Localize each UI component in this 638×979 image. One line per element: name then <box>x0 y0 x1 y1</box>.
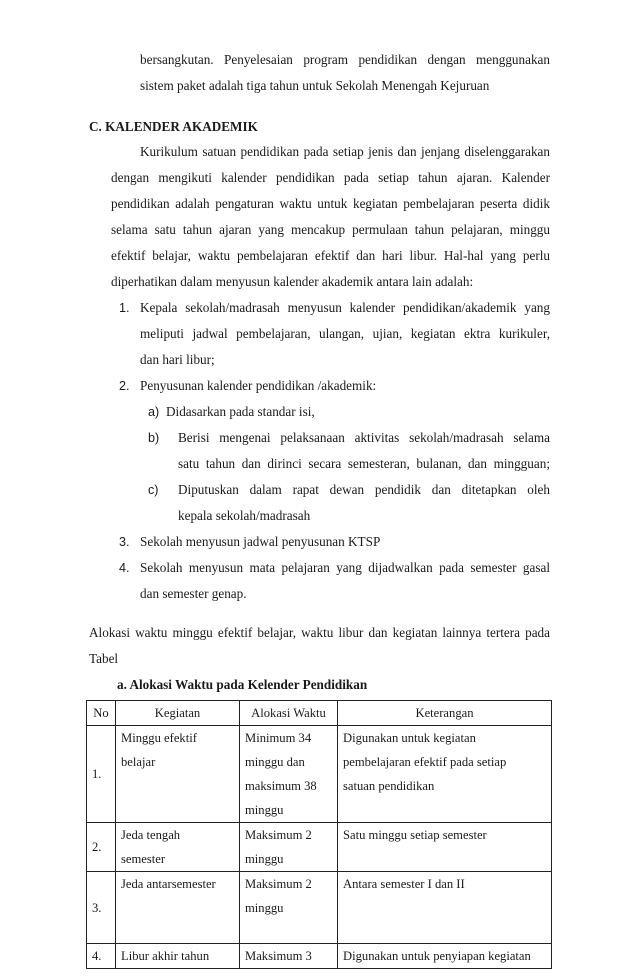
sublist-letter: c) <box>148 483 159 497</box>
table-row <box>87 823 552 872</box>
cell-line: minggu <box>245 803 284 817</box>
cell-no: 2. <box>87 823 116 872</box>
cell-line: Antara semester I dan II <box>343 877 465 891</box>
section-c-para-line: dengan mengikuti kalender pendidikan pada setiap tahun ajaran. Kalender <box>111 170 550 185</box>
table-row <box>87 726 552 823</box>
sublist-a-text: Didasarkan pada standar isi, <box>166 404 315 419</box>
cell-keterangan <box>338 726 552 823</box>
header-kegiatan: Kegiatan <box>116 701 240 726</box>
table-row <box>87 944 552 969</box>
cell-line: belajar <box>121 755 156 769</box>
cell-no: 4. <box>87 944 116 969</box>
sublist-letter: a) <box>148 405 160 419</box>
list-number: 2. <box>119 379 130 393</box>
cell-line: Digunakan untuk penyiapan kegiatan <box>343 949 531 963</box>
section-c-heading: C. KALENDER AKADEMIK <box>89 119 258 134</box>
cell-alokasi <box>240 726 338 823</box>
table-row <box>87 872 552 944</box>
cell-line: Maksimum 2 <box>245 877 312 891</box>
list-number: 1. <box>119 301 130 315</box>
cell-line: satuan pendidikan <box>343 779 435 793</box>
cell-kegiatan <box>116 726 240 823</box>
section-c-para-line: selama satu tahun ajaran yang mencakup permulaan tahun pelajaran, minggu <box>111 222 550 237</box>
list-item-3-text: Sekolah menyusun jadwal penyusunan KTSP <box>140 534 381 549</box>
cell-kegiatan <box>116 944 240 969</box>
cell-alokasi <box>240 823 338 872</box>
allocation-table <box>86 700 552 969</box>
list-item-1-line: dan hari libur; <box>140 352 215 367</box>
cell-line: maksimum 38 <box>245 779 317 793</box>
sublist-letter: b) <box>148 431 160 445</box>
cell-line: Jeda tengah <box>121 828 181 842</box>
intro-line-2: sistem paket adalah tiga tahun untuk Sekolah Menengah Kejuruan <box>140 78 490 93</box>
list-number: 4. <box>119 561 130 575</box>
sublist-c-line: Diputuskan dalam rapat dewan pendidik dan ditetapkan oleh <box>178 482 550 497</box>
cell-line: minggu <box>245 852 284 866</box>
cell-line: Maksimum 2 <box>245 828 312 842</box>
cell-line: Satu minggu setiap semester <box>343 828 487 842</box>
header-alokasi: Alokasi Waktu <box>240 701 338 726</box>
cell-kegiatan <box>116 823 240 872</box>
cell-keterangan <box>338 872 552 944</box>
sublist-b-line: satu tahun dan dirinci secara semesteran, bulanan, dan mingguan; <box>178 456 550 471</box>
list-item-1-line: Kepala sekolah/madrasah menyusun kalender pendidikan/akademik yang <box>140 300 550 315</box>
cell-line: Libur akhir tahun <box>121 949 210 963</box>
cell-line: Jeda antarsemester <box>121 877 216 891</box>
list-number: 3. <box>119 535 130 549</box>
list-item-4-line: Sekolah menyusun mata pelajaran yang dijadwalkan pada semester gasal <box>140 560 550 575</box>
table-subheading: a. Alokasi Waktu pada Kelender Pendidikan <box>117 677 368 692</box>
cell-kegiatan <box>116 872 240 944</box>
cell-line: Maksimum 3 <box>245 949 312 963</box>
sublist-b-line: Berisi mengenai pelaksanaan aktivitas sekolah/madrasah selama <box>178 430 550 445</box>
list-item-2-text: Penyusunan kalender pendidikan /akademik: <box>140 378 377 393</box>
cell-no: 3. <box>87 872 116 944</box>
cell-line: Digunakan untuk kegiatan <box>343 731 476 745</box>
table-header-row <box>87 701 552 726</box>
cell-line: semester <box>121 852 166 866</box>
allocation-para-line: Alokasi waktu minggu efektif belajar, waktu libur dan kegiatan lainnya tertera pada <box>89 625 550 640</box>
cell-alokasi <box>240 944 338 969</box>
header-no: No <box>87 701 116 726</box>
cell-line: pembelajaran efektif pada setiap <box>343 755 507 769</box>
section-c-para-line: diperhatikan dalam menyusun kalender akademik antara lain adalah: <box>111 274 474 289</box>
cell-line: Minimum 34 <box>245 731 312 745</box>
cell-line: minggu dan <box>245 755 305 769</box>
section-c-para-line: pendidikan adalah pengaturan waktu untuk kegiatan pembelajaran peserta didik <box>111 196 550 211</box>
intro-line-1: bersangkutan. Penyelesaian program pendidikan dengan menggunakan <box>140 52 550 67</box>
sublist-c-line: kepala sekolah/madrasah <box>178 508 311 523</box>
list-item-4-line: dan semester genap. <box>140 586 247 601</box>
section-c-para-line: efektif belajar, waktu pembelajaran efektif dan hari libur. Hal-hal yang perlu <box>111 248 550 263</box>
list-item-1-line: meliputi jadwal pembelajaran, ulangan, ujian, kegiatan ektra kurikuler, <box>140 326 550 341</box>
cell-line: minggu <box>245 901 284 915</box>
cell-alokasi <box>240 872 338 944</box>
allocation-para-line: Tabel <box>89 651 119 666</box>
cell-keterangan <box>338 823 552 872</box>
cell-keterangan <box>338 944 552 969</box>
header-keterangan: Keterangan <box>338 701 552 726</box>
cell-line: Minggu efektif <box>121 731 197 745</box>
section-c-para-line: Kurikulum satuan pendidikan pada setiap jenis dan jenjang diselenggarakan <box>140 144 550 159</box>
cell-no: 1. <box>87 726 116 823</box>
